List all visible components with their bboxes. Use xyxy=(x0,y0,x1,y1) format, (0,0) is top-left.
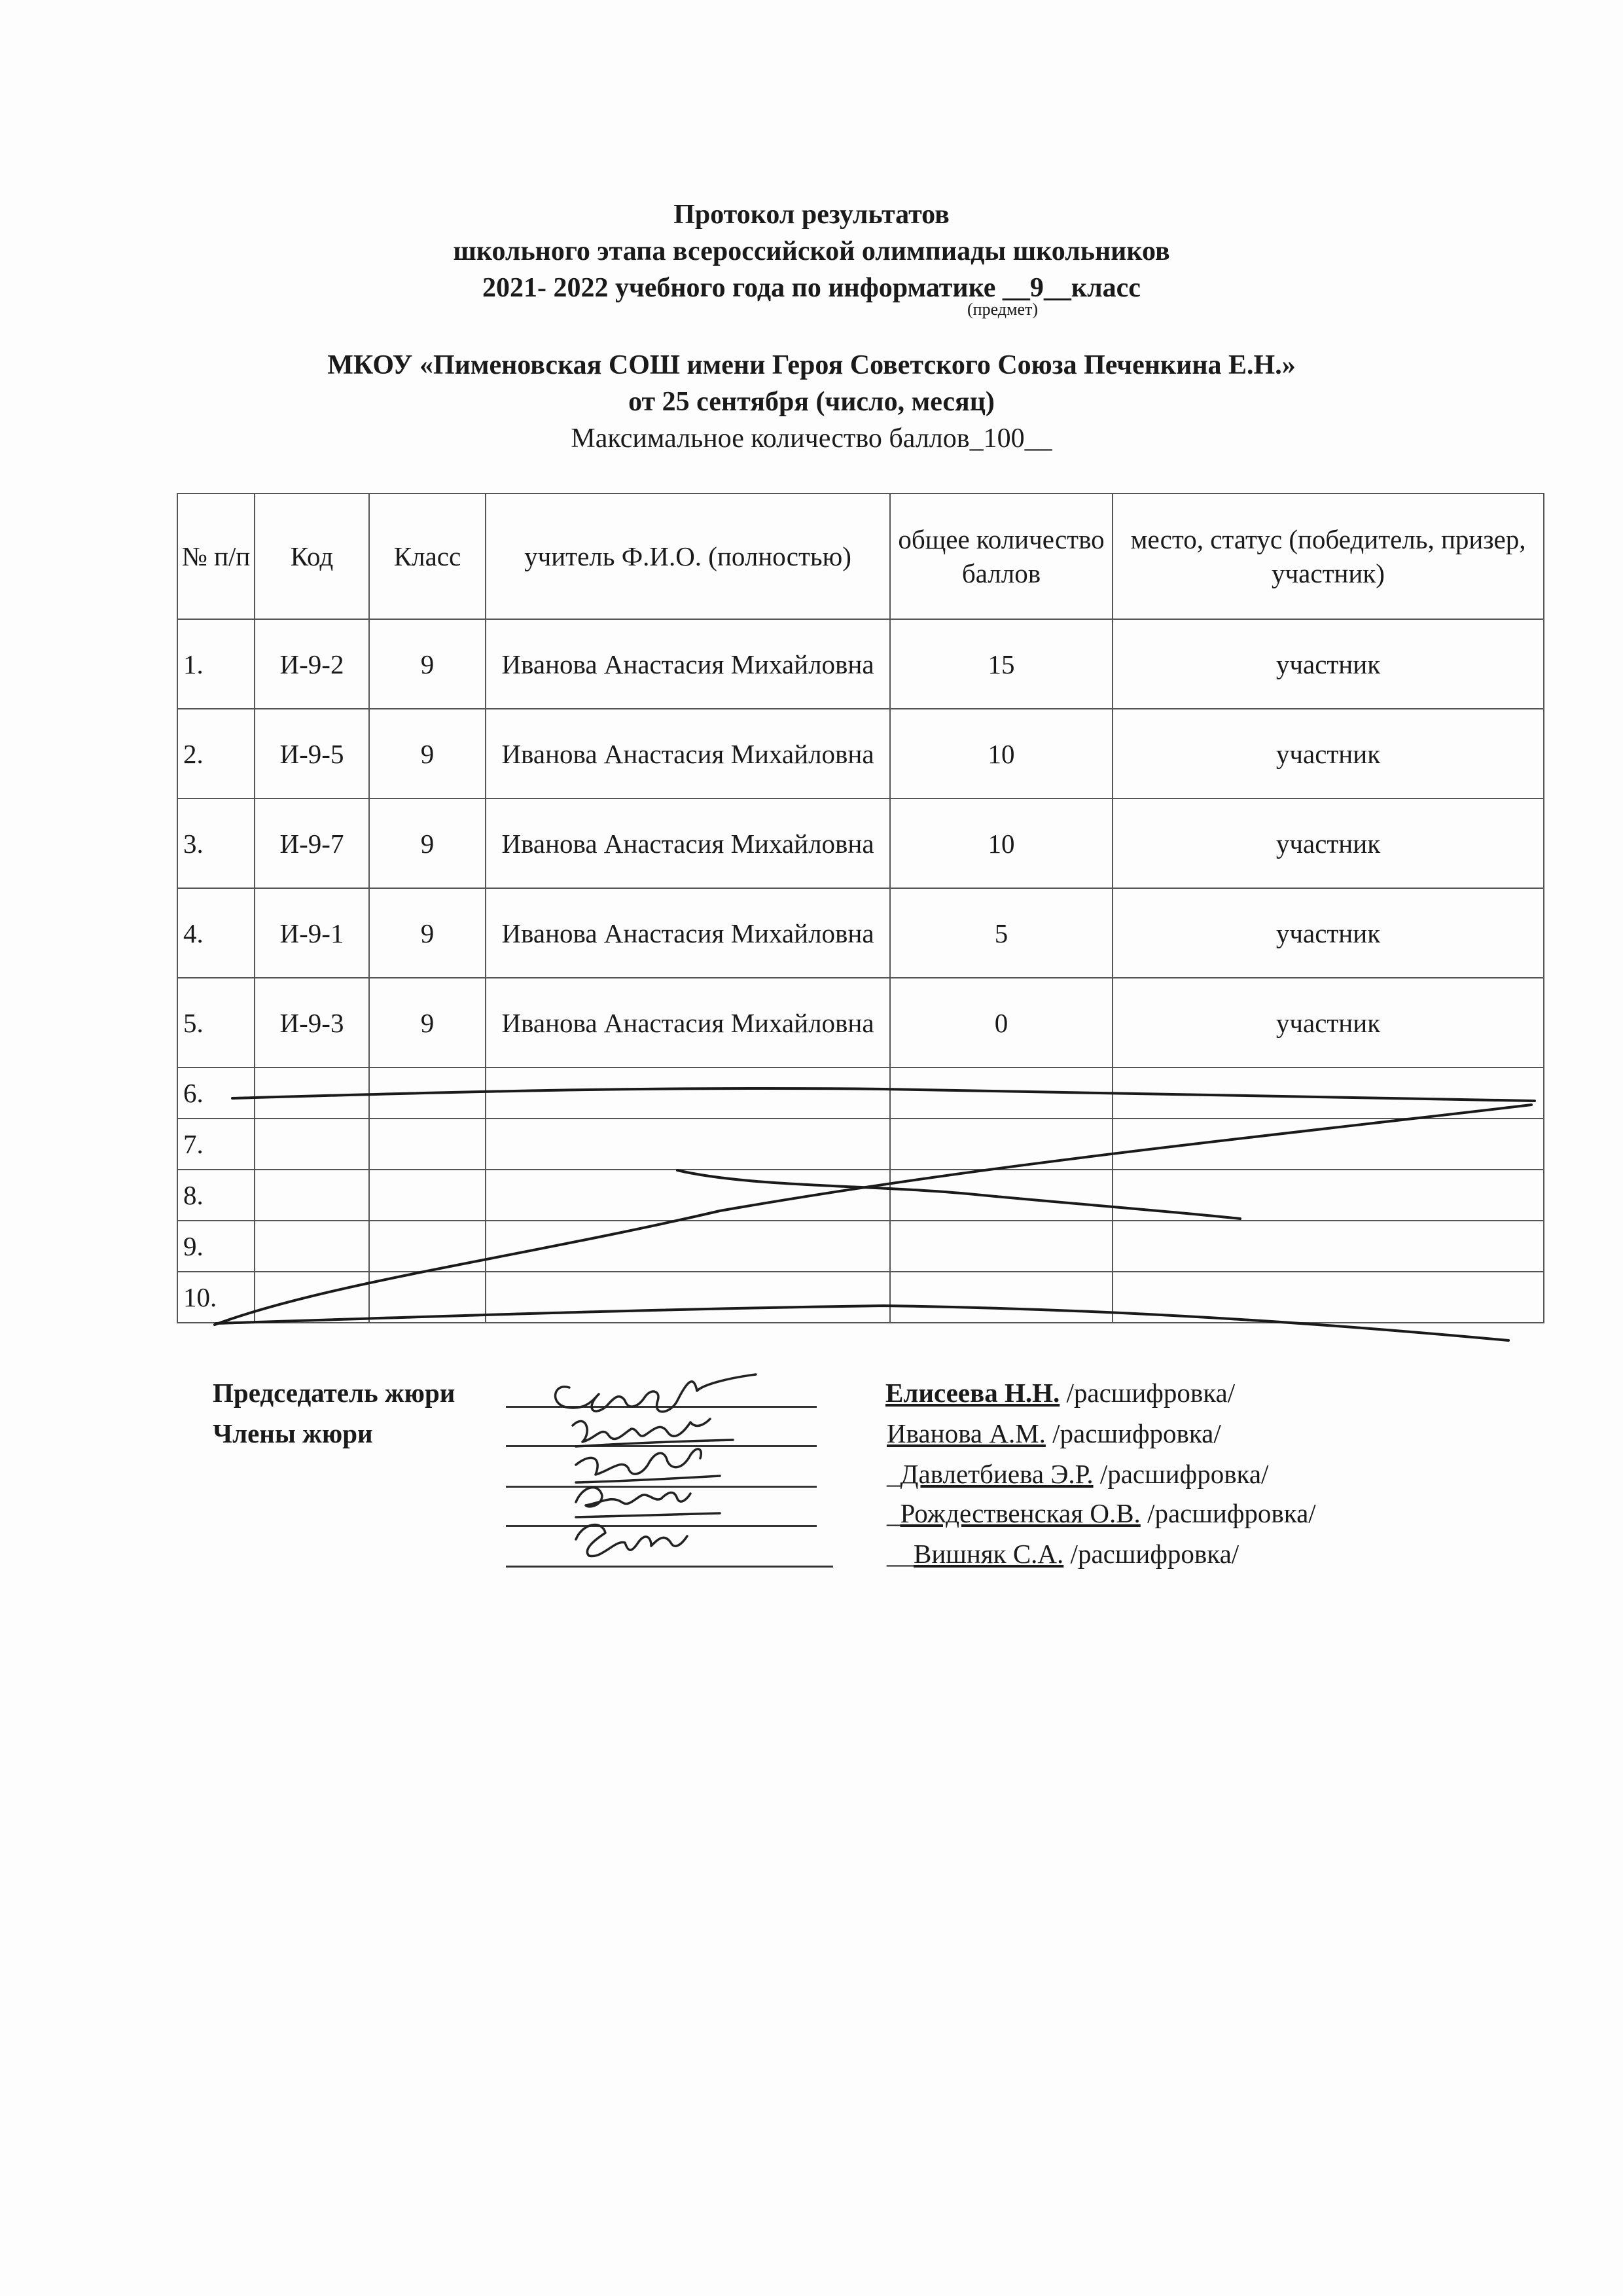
row-number: 1. xyxy=(177,619,255,709)
table-row xyxy=(177,978,1544,1067)
member-signature-line xyxy=(506,1412,817,1447)
school-block xyxy=(0,347,1623,457)
header-code: Код xyxy=(255,493,369,619)
member-signature-line xyxy=(506,1453,817,1488)
row-number: 6. xyxy=(177,1067,255,1119)
participant-code: И-9-7 xyxy=(255,798,369,888)
row-number: 4. xyxy=(177,888,255,978)
chair-label: Председатель жюри xyxy=(213,1378,455,1408)
teacher-name: Иванова Анастасия Михайловна xyxy=(486,888,890,978)
member-name: _Давлетбиева Э.Р. /расшифровка/ xyxy=(887,1459,1269,1489)
participant-code: И-9-2 xyxy=(255,619,369,709)
total-score: 10 xyxy=(890,709,1113,798)
row-number: 5. xyxy=(177,978,255,1067)
participant-grade: 9 xyxy=(369,709,486,798)
total-score: 5 xyxy=(890,888,1113,978)
members-label: Члены жюри xyxy=(213,1418,373,1448)
teacher-name: Иванова Анастасия Михайловна xyxy=(486,798,890,888)
row-number: 7. xyxy=(177,1119,255,1170)
title-line-3: 2021- 2022 учебного года по информатике __9__класс xyxy=(482,273,1141,303)
table-row xyxy=(177,619,1544,709)
header-score: общее количество баллов xyxy=(890,493,1113,619)
olympiad-date: от 25 сентября (число, месяц) xyxy=(628,387,995,417)
table-row xyxy=(177,709,1544,798)
table-header-row xyxy=(177,493,1544,619)
total-score: 15 xyxy=(890,619,1113,709)
results-table xyxy=(177,493,1544,1323)
empty-row xyxy=(177,1067,1544,1119)
empty-row xyxy=(177,1170,1544,1221)
chair-signature-line xyxy=(506,1373,817,1408)
title-line-1: Протокол результатов xyxy=(673,200,950,230)
teacher-name: Иванова Анастасия Михайловна xyxy=(486,709,890,798)
participant-status: участник xyxy=(1113,888,1544,978)
header-number: № п/п xyxy=(177,493,255,619)
member-name: Иванова А.М. /расшифровка/ xyxy=(887,1418,1221,1448)
header-grade: Класс xyxy=(369,493,486,619)
member-name: _Рождественская О.В. /расшифровка/ xyxy=(887,1498,1316,1528)
participant-code: И-9-5 xyxy=(255,709,369,798)
total-score: 10 xyxy=(890,798,1113,888)
row-number: 2. xyxy=(177,709,255,798)
participant-status: участник xyxy=(1113,619,1544,709)
row-number: 9. xyxy=(177,1221,255,1272)
table-row xyxy=(177,888,1544,978)
member-signature-line xyxy=(506,1492,817,1527)
empty-row xyxy=(177,1119,1544,1170)
max-score: Максимальное количество баллов_100__ xyxy=(571,423,1052,454)
row-number: 8. xyxy=(177,1170,255,1221)
empty-row xyxy=(177,1272,1544,1323)
table-row xyxy=(177,798,1544,888)
document-header xyxy=(0,196,1623,306)
participant-code: И-9-3 xyxy=(255,978,369,1067)
title-line-2: школьного этапа всероссийской олимпиады школьников xyxy=(453,236,1170,266)
participant-status: участник xyxy=(1113,709,1544,798)
participant-grade: 9 xyxy=(369,619,486,709)
participant-grade: 9 xyxy=(369,798,486,888)
participant-grade: 9 xyxy=(369,888,486,978)
subject-note: (предмет) xyxy=(967,300,1039,319)
teacher-name: Иванова Анастасия Михайловна xyxy=(486,619,890,709)
participant-status: участник xyxy=(1113,798,1544,888)
empty-row xyxy=(177,1221,1544,1272)
teacher-name: Иванова Анастасия Михайловна xyxy=(486,978,890,1067)
participant-status: участник xyxy=(1113,978,1544,1067)
row-number: 10. xyxy=(177,1272,255,1323)
total-score: 0 xyxy=(890,978,1113,1067)
member-signature-line xyxy=(506,1533,833,1568)
row-number: 3. xyxy=(177,798,255,888)
header-status: место, статус (победитель, призер, участник) xyxy=(1113,493,1544,619)
chair-name: Елисеева Н.Н. /расшифровка/ xyxy=(885,1378,1236,1408)
participant-grade: 9 xyxy=(369,978,486,1067)
member-name: __Вишняк С.А. /расшифровка/ xyxy=(887,1539,1240,1569)
school-name: МКОУ «Пименовская СОШ имени Героя Советского Союза Печенкина Е.Н.» xyxy=(327,350,1296,380)
participant-code: И-9-1 xyxy=(255,888,369,978)
header-teacher: учитель Ф.И.О. (полностью) xyxy=(486,493,890,619)
